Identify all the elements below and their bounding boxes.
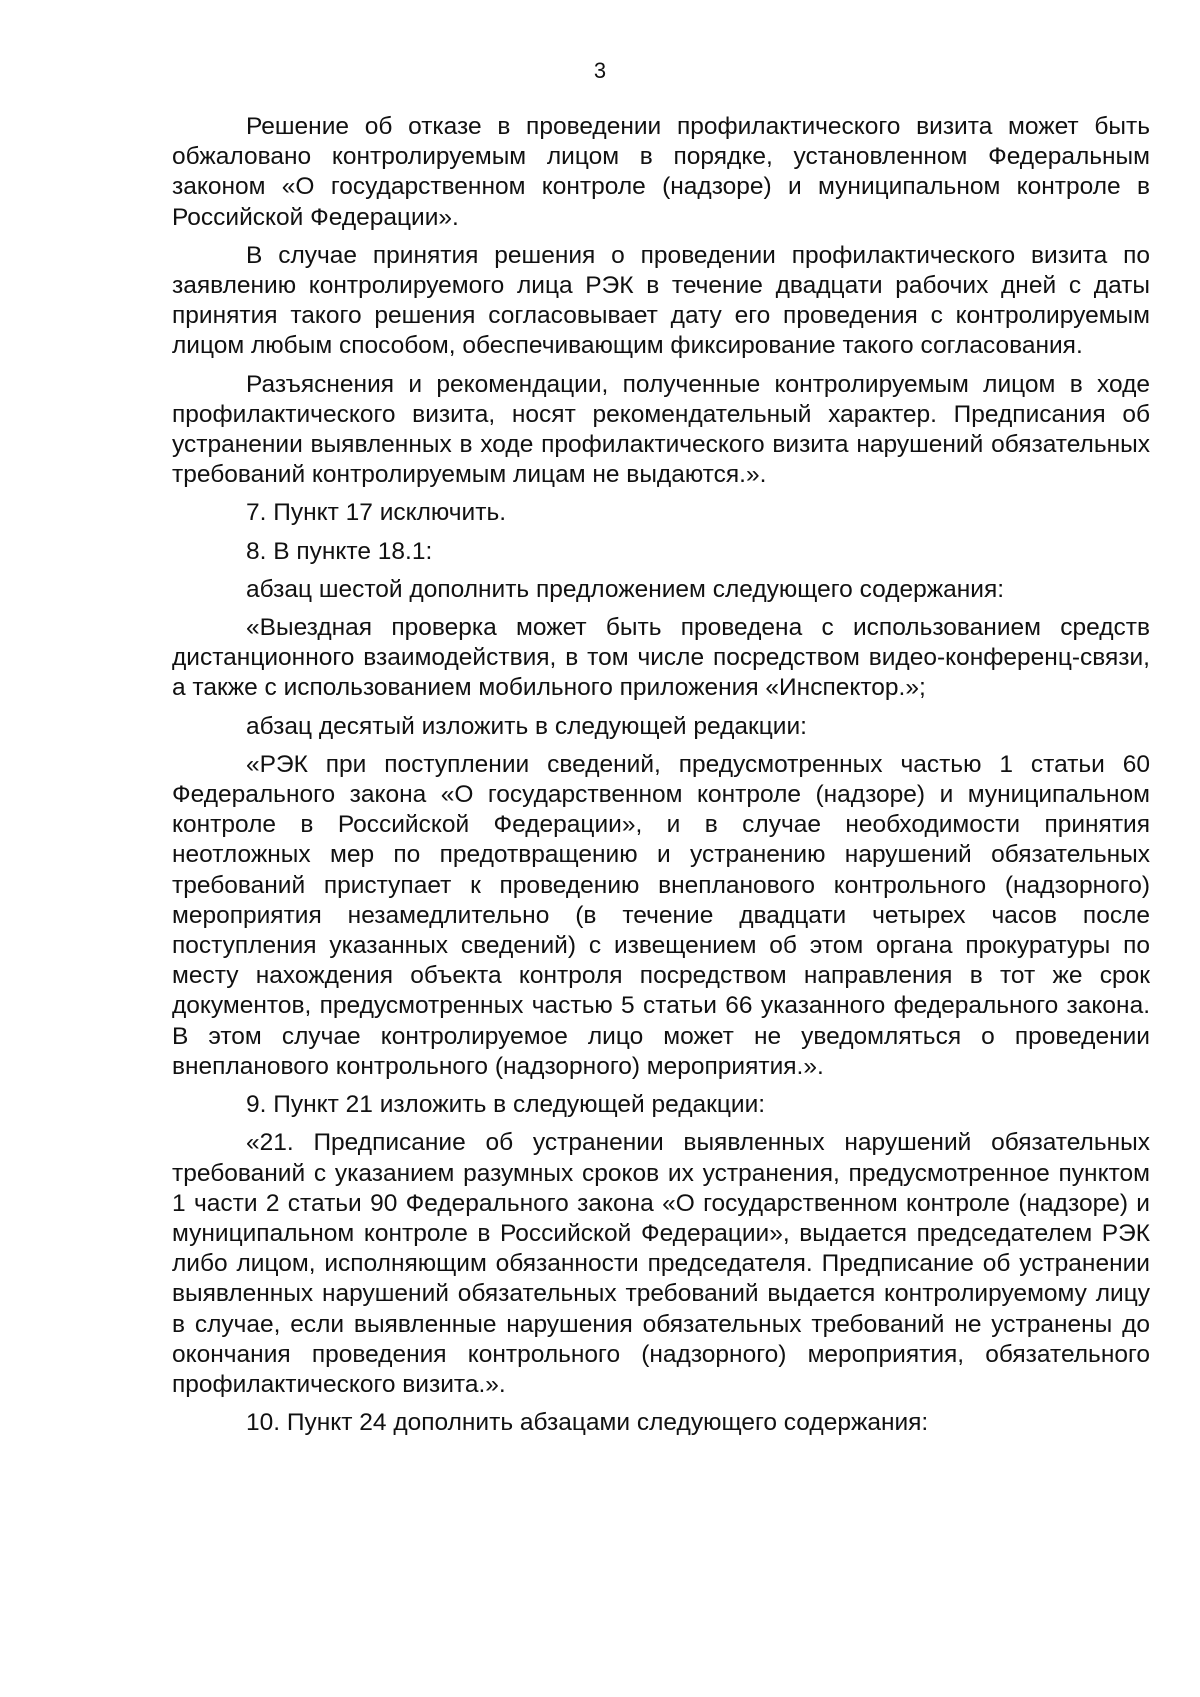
paragraph-item-8: 8. В пункте 18.1: (246, 537, 433, 565)
paragraph-on-site-inspection: «Выездная проверка может быть проведена с использованием средств дистанционного взаимодействия, в том числе посредством видео-конференц-связи, а также с использованием мобильного приложения «Инспектор.»; (172, 614, 1150, 702)
paragraph-item-7: 7. Пункт 17 исключить. (246, 499, 507, 527)
paragraph-tenth-abstract: абзац десятый изложить в следующей редакции: (246, 712, 807, 740)
paragraph-prescription-21: «21. Предписание об устранении выявленных нарушений обязательных требований с указанием разумных сроков их устранения, предусмотренное пунктом 1 части 2 статьи 90 Федерального закона «О государственном контроле (надзоре) и муниципальном контроле в Российской Федерации», выдается председателем РЭК либо лицом, исполняющим обязанности председателя. Предписание об устранении выявленных нарушений обязательных требований выдается контролируемому лицу в случае, если выявленные нарушения обязательных требований не устранены до окончания проведения контрольного (надзорного) мероприятия, обязательного профилактического визита.». (172, 1129, 1150, 1398)
document-body (172, 112, 1150, 1446)
paragraph-appeal-refusal: Решение об отказе в проведении профилактического визита может быть обжаловано контролируемым лицом в порядке, установленном Федеральным законом «О государственном контроле (надзоре) и муниципальном контроле в Российской Федерации». (172, 113, 1150, 231)
paragraph-unscheduled-inspection: «РЭК при поступлении сведений, предусмотренных частью 1 статьи 60 Федерального закона «О государственном контроле (надзоре) и муниципальном контроле в Российской Федерации», и в случае необходимости принятия неотложных мер по предотвращению и устранению нарушений обязательных требований приступает к проведению внепланового контрольного (надзорного) мероприятия незамедлительно (в течение двадцати четырех часов после поступления указанных сведений) с извещением об этом органа прокуратуры по месту нахождения объекта контроля посредством направления в тот же срок документов, предусмотренных частью 5 статьи 66 указанного федерального закона. В этом случае контролируемое лицо может не уведомляться о проведении внепланового контрольного (надзорного) мероприятия.». (172, 750, 1150, 1080)
page-number: 3 (593, 58, 607, 83)
paragraph-sixth-abstract: абзац шестой дополнить предложением следующего содержания: (246, 575, 1005, 603)
paragraph-visit-date-agreement: В случае принятия решения о проведении профилактического визита по заявлению контролируемого лица РЭК в течение двадцати рабочих дней с даты принятия такого решения согласовывает дату его проведения с контролируемым лицом любым способом, обеспечивающим фиксирование такого согласования. (172, 241, 1150, 360)
paragraph-recommendations: Разъяснения и рекомендации, полученные контролируемым лицом в ходе профилактического визита, носят рекомендательный характер. Предписания об устранении выявленных в ходе профилактического визита нарушений обязательных требований контролируемым лицам не выдаются.». (172, 370, 1150, 489)
paragraph-item-9: 9. Пункт 21 изложить в следующей редакции: (246, 1091, 766, 1119)
paragraph-item-10: 10. Пункт 24 дополнить абзацами следующего содержания: (246, 1409, 929, 1437)
